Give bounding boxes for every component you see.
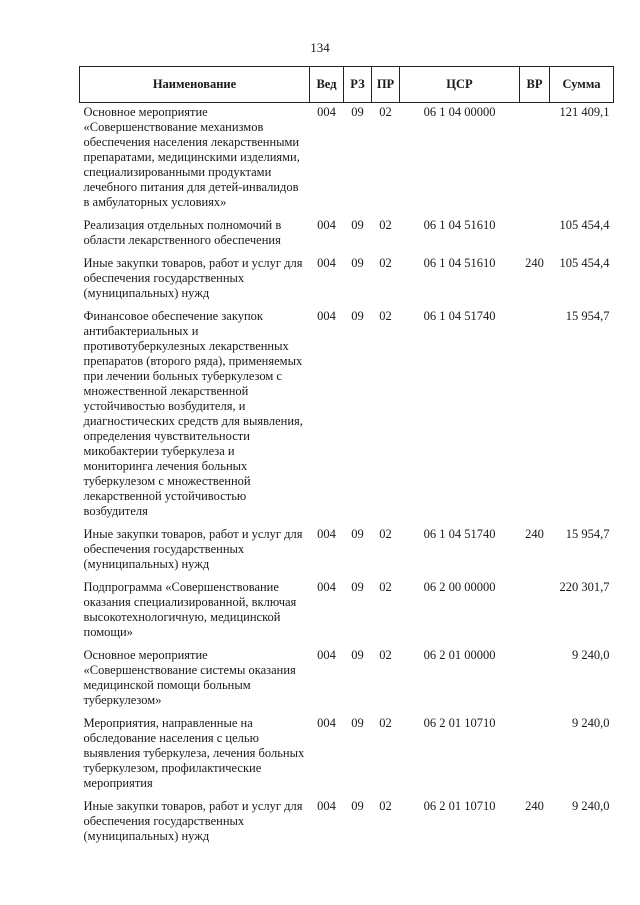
row-name: Основное мероприятие «Совершенствование механизмов обеспечения населения лекарственными препаратами, медицинскими изделиями, специализированными продуктами лечебного питания для детей-инвалидов в амбулаторных условиях» [83, 105, 300, 209]
table-row [80, 309, 614, 527]
row-ved: 004 [317, 527, 336, 541]
row-sum: 105 454,4 [559, 256, 610, 270]
row-ved: 004 [317, 105, 336, 119]
row-rz: 09 [351, 256, 364, 270]
row-pr: 02 [379, 527, 392, 541]
row-name: Иные закупки товаров, работ и услуг для обеспечения государственных (муниципальных) нужд [83, 527, 303, 571]
header-pr: ПР [372, 67, 400, 103]
table-body [80, 103, 614, 853]
row-vr [520, 580, 550, 648]
row-pr: 02 [379, 309, 392, 323]
row-name: Иные закупки товаров, работ и услуг для обеспечения государственных (муниципальных) нужд [83, 799, 303, 843]
row-ved: 004 [317, 648, 336, 662]
header-ved: Вед [310, 67, 344, 103]
table-row [80, 716, 614, 799]
row-name: Мероприятия, направленные на обследование населения с целью выявления туберкулеза, лечения больных туберкулезом, профилактические мероприятия [83, 716, 305, 790]
row-pr: 02 [379, 799, 392, 813]
row-name: Финансовое обеспечение закупок антибактериальных и противотуберкулезных лекарственных препаратов (второго ряда), применяемых при лечении больных туберкулезом с множественной лекарственной устойчивостью возбудителя, и диагностических средств для выявления, определения чувствительности микобактерии туберкулеза и мониторинга лечения больных туберкулезом с множественной лекарственной устойчивостью возбудителя [83, 309, 303, 518]
row-rz: 09 [351, 716, 364, 730]
row-pr: 02 [379, 580, 392, 594]
row-csr: 06 2 00 00000 [423, 580, 496, 594]
header-name: Наименование [80, 67, 310, 103]
header-row [80, 67, 614, 103]
row-rz: 09 [351, 527, 364, 541]
row-vr: 240 [525, 799, 544, 813]
row-vr: 240 [525, 527, 544, 541]
header-rz: РЗ [344, 67, 372, 103]
row-csr: 06 1 04 51740 [423, 527, 496, 541]
row-sum: 220 301,7 [559, 580, 610, 594]
row-sum: 9 240,0 [572, 716, 610, 730]
table-row [80, 103, 614, 219]
header-vr: ВР [520, 67, 550, 103]
row-pr: 02 [379, 218, 392, 232]
row-vr: 240 [525, 256, 544, 270]
row-ved: 004 [317, 799, 336, 813]
table-header [80, 67, 614, 103]
row-csr: 06 2 01 10710 [423, 716, 496, 730]
row-pr: 02 [379, 648, 392, 662]
row-csr: 06 2 01 00000 [423, 648, 496, 662]
row-vr [520, 309, 550, 527]
row-ved: 004 [317, 716, 336, 730]
row-rz: 09 [351, 309, 364, 323]
row-rz: 09 [351, 105, 364, 119]
row-sum: 121 409,1 [559, 105, 610, 119]
row-sum: 15 954,7 [565, 309, 610, 323]
row-vr [520, 218, 550, 256]
row-csr: 06 1 04 00000 [423, 105, 496, 119]
row-ved: 004 [317, 580, 336, 594]
table-row [80, 580, 614, 648]
row-pr: 02 [379, 716, 392, 730]
budget-table [79, 66, 614, 852]
row-rz: 09 [351, 799, 364, 813]
row-csr: 06 1 04 51610 [423, 218, 496, 232]
table-row [80, 256, 614, 309]
row-csr: 06 2 01 10710 [423, 799, 496, 813]
row-sum: 9 240,0 [572, 648, 610, 662]
header-csr: ЦСР [400, 67, 520, 103]
table-row [80, 799, 614, 852]
row-sum: 15 954,7 [565, 527, 610, 541]
table-row [80, 218, 614, 256]
row-csr: 06 1 04 51610 [423, 256, 496, 270]
row-ved: 004 [317, 256, 336, 270]
row-name: Реализация отдельных полномочий в области лекарственного обеспечения [83, 218, 282, 247]
row-pr: 02 [379, 105, 392, 119]
row-sum: 9 240,0 [572, 799, 610, 813]
page-number: 134 [310, 40, 330, 55]
row-rz: 09 [351, 218, 364, 232]
table-row [80, 527, 614, 580]
row-ved: 004 [317, 218, 336, 232]
header-sum: Сумма [550, 67, 614, 103]
row-ved: 004 [317, 309, 336, 323]
row-rz: 09 [351, 648, 364, 662]
row-name: Иные закупки товаров, работ и услуг для обеспечения государственных (муниципальных) нужд [83, 256, 303, 300]
row-vr [520, 716, 550, 799]
row-name: Подпрограмма «Совершенствование оказания специализированной, включая высокотехнологичную, медицинской помощи» [83, 580, 297, 639]
row-rz: 09 [351, 580, 364, 594]
row-name: Основное мероприятие «Совершенствование системы оказания медицинской помощи больным туберкулезом» [83, 648, 296, 707]
row-vr [520, 648, 550, 716]
row-vr [520, 103, 550, 219]
row-pr: 02 [379, 256, 392, 270]
row-csr: 06 1 04 51740 [423, 309, 496, 323]
table-row [80, 648, 614, 716]
row-sum: 105 454,4 [559, 218, 610, 232]
